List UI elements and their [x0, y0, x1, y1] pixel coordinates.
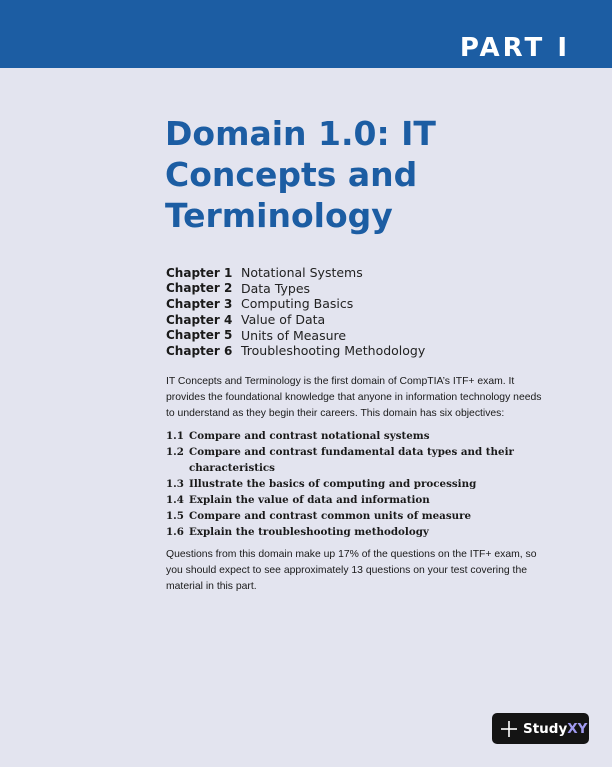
objective-text: Explain the value of data and information — [189, 494, 430, 506]
objective-text: Compare and contrast fundamental data types and their characteristics — [189, 446, 514, 474]
objective-item — [166, 492, 546, 508]
chapter-item — [166, 327, 425, 343]
objective-number: 1.2 — [166, 446, 184, 458]
chapter-title: Value of Data — [241, 312, 326, 328]
chapter-item — [166, 296, 425, 312]
objective-item — [166, 428, 546, 444]
objective-item — [166, 508, 546, 524]
chapter-number: Chapter 2 — [166, 281, 233, 296]
chapter-number: Chapter 1 — [166, 265, 233, 280]
objective-item — [166, 524, 546, 540]
chapter-number: Chapter 5 — [166, 328, 233, 343]
badge-label-main: Study — [523, 720, 568, 737]
objective-number: 1.5 — [166, 510, 184, 522]
objective-number: 1.1 — [166, 430, 184, 442]
objective-number: 1.4 — [166, 494, 184, 506]
studyxy-badge[interactable] — [492, 713, 589, 744]
chapter-item — [166, 281, 425, 297]
part-label: PART I — [459, 33, 570, 63]
objective-text: Illustrate the basics of computing and processing — [189, 478, 477, 490]
objective-number: 1.6 — [166, 526, 184, 538]
badge-label-accent: XY — [567, 720, 588, 737]
chapter-number: Chapter 3 — [166, 296, 233, 311]
badge-label — [523, 721, 587, 737]
objective-text: Compare and contrast common units of measure — [189, 510, 472, 522]
chapter-title: Troubleshooting Methodology — [241, 343, 426, 359]
chapter-item — [166, 312, 425, 328]
chapter-list — [166, 265, 425, 359]
chapter-title: Data Types — [241, 280, 311, 296]
page-title: Domain 1.0: IT Concepts and Terminology — [165, 114, 436, 235]
objective-item — [166, 476, 546, 492]
chapter-number: Chapter 4 — [166, 312, 233, 327]
chapter-item — [166, 343, 425, 359]
plus-icon — [500, 720, 518, 738]
intro-paragraph: IT Concepts and Terminology is the first domain of CompTIA’s ITF+ exam. It provides the foundational knowledge that anyone in information technology needs to understand as they begin their careers. This domain has six objectives: — [166, 376, 542, 419]
objective-number: 1.3 — [166, 478, 184, 490]
objective-text: Explain the troubleshooting methodology — [189, 526, 429, 538]
objective-text: Compare and contrast notational systems — [189, 430, 430, 442]
chapter-title: Units of Measure — [241, 327, 347, 343]
chapter-title: Notational Systems — [241, 265, 363, 281]
objective-list — [166, 428, 546, 540]
chapter-item — [166, 265, 425, 281]
closing-paragraph: Questions from this domain make up 17% of the questions on the ITF+ exam, so you should expect to see approximately 13 questions on your test covering the material in this part. — [166, 549, 537, 592]
chapter-title: Computing Basics — [241, 296, 354, 312]
chapter-number: Chapter 6 — [166, 343, 233, 358]
header-band — [0, 0, 612, 68]
objective-item — [166, 444, 546, 476]
